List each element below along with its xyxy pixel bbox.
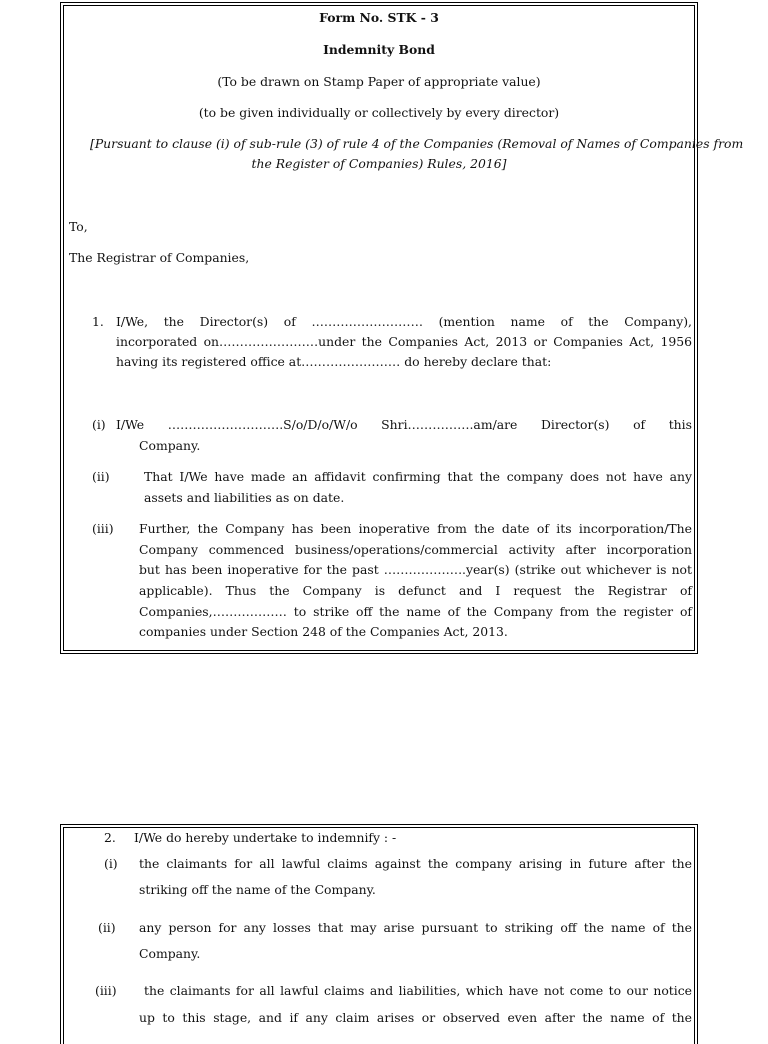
p2-item-i-line1: the claimants for all lawful claims against the company arising in future after the xyxy=(139,856,692,871)
item-i-line1: I/We ……………………….S/o/D/o/W/o Shri…………….am/are Director(s) of this xyxy=(116,417,692,432)
addressee: The Registrar of Companies, xyxy=(69,250,250,265)
item-i-label: (i) xyxy=(92,417,106,432)
item-iii-line2: Company commenced business/operations/commercial activity after incorporation xyxy=(139,542,692,557)
p2-item-i-label: (i) xyxy=(104,856,118,871)
director-note: (to be given individually or collectively by every director) xyxy=(198,105,560,120)
item-i-line2: Company. xyxy=(139,438,201,453)
p2-item-i-line2: striking off the name of the Company. xyxy=(139,882,376,897)
paragraph-1-line2: incorporated on……………………under the Companies Act, 2013 or Companies Act, 1956 xyxy=(116,334,692,349)
item-iii-line6: companies under Section 248 of the Companies Act, 2013. xyxy=(139,624,508,639)
item-ii-label: (ii) xyxy=(92,469,110,484)
item-iii-line1: Further, the Company has been inoperative from the date of its incorporation/The xyxy=(139,521,692,536)
document-title: Indemnity Bond xyxy=(323,42,435,57)
p2-item-iii-line2: up to this stage, and if any claim arises or observed even after the name of the xyxy=(139,1010,692,1025)
item-iii-line3: but has been inoperative for the past ………………..year(s) (strike out whichever is not xyxy=(139,562,692,577)
item-iii-line5: Companies,……………… to strike off the name of the Company from the register of xyxy=(139,604,692,619)
paragraph-2-text: I/We do hereby undertake to indemnify : - xyxy=(134,830,397,845)
paragraph-1-number: 1. xyxy=(92,314,104,329)
form-number: Form No. STK - 3 xyxy=(319,10,439,25)
stamp-paper-note: (To be drawn on Stamp Paper of appropriate value) xyxy=(217,74,541,89)
p2-item-ii-line1: any person for any losses that may arise pursuant to striking off the name of the xyxy=(139,920,692,935)
item-ii-line1: That I/We have made an affidavit confirming that the company does not have any xyxy=(144,469,692,484)
p2-item-iii-label: (iii) xyxy=(95,983,117,998)
item-iii-label: (iii) xyxy=(92,521,114,536)
paragraph-1-line1: I/We, the Director(s) of ……………………… (mention name of the Company), xyxy=(116,314,692,329)
paragraph-2-number: 2. xyxy=(104,830,116,845)
p2-item-ii-label: (ii) xyxy=(98,920,116,935)
paragraph-1-line3: having its registered office at…………………… do hereby declare that: xyxy=(116,354,552,369)
item-ii-line2: assets and liabilities as on date. xyxy=(144,490,345,505)
pursuant-clause-line2: the Register of Companies) Rules, 2016] xyxy=(251,156,507,171)
p2-item-iii-line1: the claimants for all lawful claims and liabilities, which have not come to our notice xyxy=(144,983,692,998)
pursuant-clause-line1: [Pursuant to clause (i) of sub-rule (3) of rule 4 of the Companies (Removal of Names of Companies from xyxy=(90,136,744,151)
p2-item-ii-line2: Company. xyxy=(139,946,201,961)
item-iii-line4: applicable). Thus the Company is defunct and I request the Registrar of xyxy=(139,583,692,598)
salutation: To, xyxy=(69,219,88,234)
